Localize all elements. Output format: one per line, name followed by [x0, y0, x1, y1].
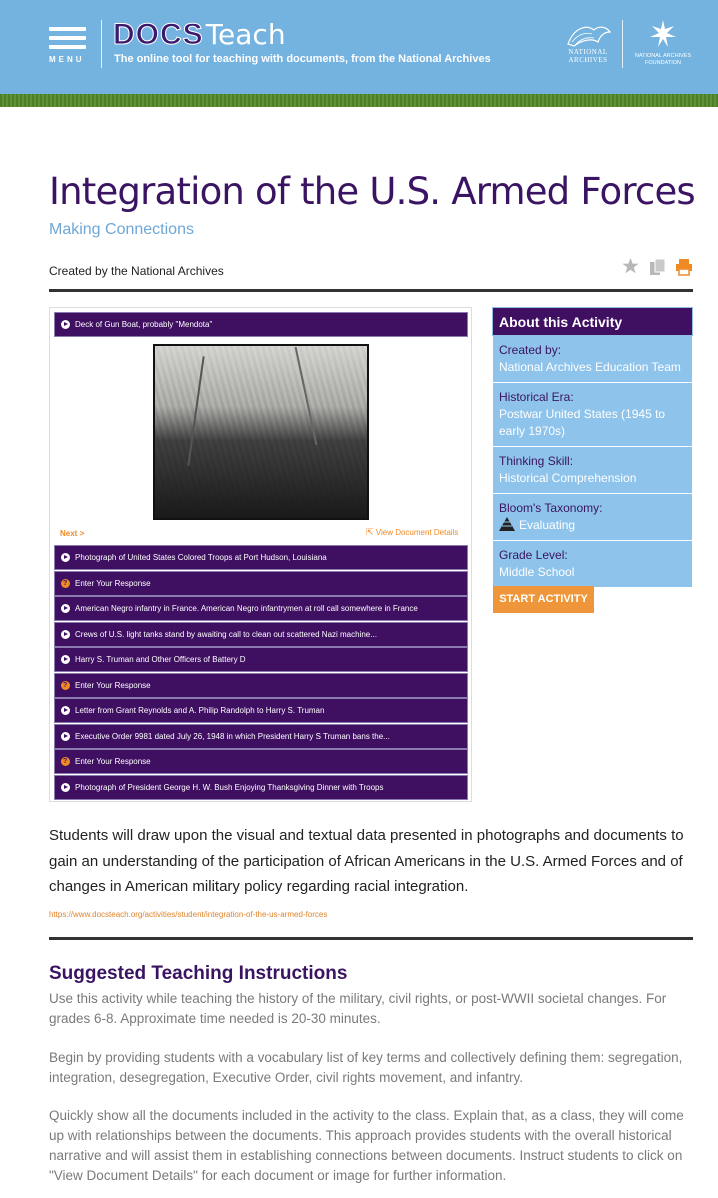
item-label: American Negro infantry in France. American Negro infantrymen at roll call somewhere in France: [75, 604, 418, 613]
site-header: [0, 0, 718, 94]
about-row-created-by: Created by: National Archives Education Team: [492, 336, 693, 383]
arrow-icon: [61, 655, 70, 664]
activity-type: Making Connections: [49, 221, 194, 238]
about-heading: About this Activity: [492, 307, 693, 336]
document-image[interactable]: [153, 344, 369, 520]
national-archives-logo[interactable]: NATIONAL ARCHIVES: [560, 22, 616, 68]
item-label: Enter Your Response: [75, 757, 151, 766]
external-link-icon: ⇱: [366, 527, 374, 537]
arrow-icon: [61, 732, 70, 741]
item-label: Photograph of United States Colored Troops at Port Hudson, Louisiana: [75, 553, 327, 562]
instructions-paragraph: Quickly show all the documents included in the activity to the class. Explain that, as a class, they will come up with relationships between the documents. This approach provides students with the overall historical narrative and will assist them in establishing connections between documents. Instruct students to click on "View Document Details" for each document or image for further information.: [49, 1108, 684, 1183]
document-item[interactable]: [54, 647, 468, 672]
arrow-icon: [61, 553, 70, 562]
document-item[interactable]: [54, 545, 468, 570]
about-row-era: Historical Era: Postwar United States (1945 to early 1970s): [492, 383, 693, 447]
menu-label: MENU: [49, 55, 85, 64]
item-label: Enter Your Response: [75, 578, 151, 588]
printer-icon[interactable]: [675, 258, 693, 281]
arrow-icon: [61, 604, 70, 613]
site-tagline: The online tool for teaching with documents, from the National Archives: [114, 53, 491, 65]
document-item[interactable]: [54, 775, 468, 800]
current-document-item[interactable]: Deck of Gun Boat, probably "Mendota": [54, 312, 468, 337]
copy-icon[interactable]: [649, 258, 666, 281]
activity-url[interactable]: https://www.docsteach.org/activities/student/integration-of-the-us-armed-forces: [49, 910, 328, 919]
arrow-icon: [61, 783, 70, 792]
item-label: Letter from Grant Reynolds and A. Philip Randolph to Harry S. Truman: [75, 706, 325, 715]
item-label: Photograph of President George H. W. Bush Enjoying Thanksgiving Dinner with Troops: [75, 782, 384, 792]
about-row-thinking-skill: Thinking Skill: Historical Comprehension: [492, 447, 693, 494]
about-row-blooms: Bloom's Taxonomy: Evaluating: [492, 494, 693, 541]
item-label: Enter Your Response: [75, 680, 151, 690]
arrow-icon: [61, 320, 70, 329]
document-item[interactable]: [54, 698, 468, 723]
activity-description: Students will draw upon the visual and textual data presented in photographs and documents to gain an understanding of the participation of African Americans in the U.S. Armed Forces and of changes in American military policy regarding racial integration.: [49, 827, 684, 895]
response-item[interactable]: [54, 673, 468, 698]
item-label: Harry S. Truman and Other Officers of Battery D: [75, 655, 246, 664]
instructions-heading: Suggested Teaching Instructions: [49, 963, 348, 984]
activity-preview: [49, 307, 472, 802]
start-activity-button[interactable]: START ACTIVITY: [493, 586, 594, 613]
section-divider: [49, 289, 693, 292]
instructions-paragraph: Begin by providing students with a vocabulary list of key terms and collectively defining them: segregation, integration, desegregation, Executive Order, civil rights movement, and infantry.: [49, 1050, 683, 1085]
document-item[interactable]: [54, 596, 468, 621]
arrow-icon: [61, 630, 70, 639]
section-divider: [49, 937, 693, 940]
page-title: Integration of the U.S. Armed Forces: [49, 170, 695, 213]
view-document-details-link[interactable]: ⇱ View Document Details: [366, 527, 459, 537]
header-stripe: [0, 94, 718, 107]
instructions-paragraph: Use this activity while teaching the history of the military, civil rights, or post-WWII societal changes. For grades 6-8. Approximate time needed is 20-30 minutes.: [49, 991, 667, 1026]
created-by-text: Created by the National Archives: [49, 264, 224, 278]
hamburger-icon: [49, 27, 86, 31]
docsteach-logo[interactable]: DOCSTeach: [113, 18, 286, 51]
pyramid-icon: [499, 517, 515, 531]
document-item[interactable]: [54, 724, 468, 749]
archives-foundation-logo[interactable]: NATIONAL ARCHIVES FOUNDATION: [628, 20, 698, 70]
item-label: Crews of U.S. light tanks stand by awaiting call to clean out scattered Nazi machine...: [75, 629, 377, 639]
star-icon[interactable]: [622, 258, 639, 279]
response-item[interactable]: [54, 749, 468, 774]
next-link[interactable]: Next >: [60, 529, 85, 538]
question-icon: [61, 681, 70, 690]
menu-button[interactable]: [49, 27, 87, 67]
document-item[interactable]: [54, 622, 468, 647]
eagle-icon: [564, 22, 612, 48]
response-item[interactable]: [54, 571, 468, 596]
item-label: Executive Order 9981 dated July 26, 1948 in which President Harry S Truman bans the...: [75, 731, 390, 741]
question-icon: [61, 579, 70, 588]
header-divider: [101, 20, 102, 68]
about-activity-panel: [492, 307, 693, 588]
arrow-icon: [61, 706, 70, 715]
question-icon: [61, 757, 70, 766]
activity-tools: [622, 258, 694, 278]
about-row-grade: Grade Level: Middle School: [492, 541, 693, 588]
star-burst-icon: [648, 20, 678, 48]
